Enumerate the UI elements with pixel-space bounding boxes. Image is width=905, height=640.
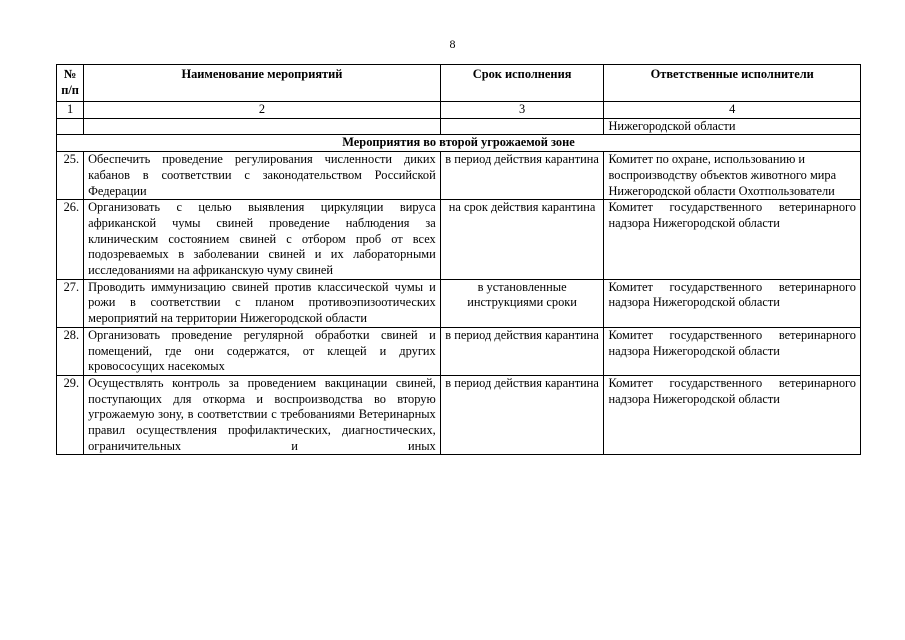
table-row — [57, 200, 861, 280]
row-action: Проводить иммунизацию свиней против классической чумы и рожи в соответствии с планом противоэпизоотических мероприятий на территории Нижегородской области — [84, 279, 441, 327]
row-action: Обеспечить проведение регулирования численности диких кабанов в соответствии с законодательством Российской Федерации — [84, 152, 441, 200]
row-responsible: Комитет государственного ветеринарного надзора Нижегородской области — [604, 200, 861, 280]
column-number-3: 3 — [440, 102, 604, 119]
row-deadline: в период действия карантина — [440, 327, 604, 375]
row-responsible: Комитет по охране, использованию и воспроизводству объектов животного мира Нижегородской области Охотпользователи — [604, 152, 861, 200]
row-responsible: Комитет государственного ветеринарного надзора Нижегородской области — [604, 327, 861, 375]
continuation-action — [84, 118, 441, 135]
table-row — [57, 327, 861, 375]
row-deadline: на срок действия карантина — [440, 200, 604, 280]
section-row — [57, 135, 861, 152]
column-number-2: 2 — [84, 102, 441, 119]
table-row — [57, 152, 861, 200]
row-responsible: Комитет государственного ветеринарного надзора Нижегородской области — [604, 279, 861, 327]
row-deadline: в период действия карантина — [440, 152, 604, 200]
row-number: 28. — [57, 327, 84, 375]
row-number: 26. — [57, 200, 84, 280]
row-number: 29. — [57, 375, 84, 455]
row-action: Организовать с целью выявления циркуляции вируса африканской чумы свиней проведение наблюдения за клиническим состоянием свиней с отбором проб от всех подозреваемых в заболевании свиней и их лабораторными исследованиями на африканскую чуму свиней — [84, 200, 441, 280]
row-responsible: Комитет государственного ветеринарного надзора Нижегородской области — [604, 375, 861, 455]
header-deadline: Срок исполнения — [440, 65, 604, 102]
continuation-responsible: Нижегородской области — [604, 118, 861, 135]
column-numbers-row — [57, 102, 861, 119]
column-number-4: 4 — [604, 102, 861, 119]
row-deadline: в установленные инструкциями сроки — [440, 279, 604, 327]
row-number: 25. — [57, 152, 84, 200]
page-number: 8 — [449, 37, 456, 51]
continuation-deadline — [440, 118, 604, 135]
row-deadline: в период действия карантина — [440, 375, 604, 455]
row-number: 27. — [57, 279, 84, 327]
section-title: Мероприятия во второй угрожаемой зоне — [57, 135, 861, 152]
table-row — [57, 279, 861, 327]
header-row — [57, 65, 861, 102]
header-action: Наименование мероприятий — [84, 65, 441, 102]
continuation-row — [57, 118, 861, 135]
measures-table — [56, 64, 861, 455]
header-number: № п/п — [57, 65, 84, 102]
column-number-1: 1 — [57, 102, 84, 119]
row-action: Организовать проведение регулярной обработки свиней и помещений, где они содержатся, от клещей и других кровососущих насекомых — [84, 327, 441, 375]
header-responsible: Ответственные исполнители — [604, 65, 861, 102]
table-row — [57, 375, 861, 455]
row-action: Осуществлять контроль за проведением вакцинации свиней, поступающих для откорма и воспроизводства во вторую угрожаемую зону, в соответствии с требованиями Ветеринарных правил осуществления профилактических, диагностических, ограничительных и иных — [84, 375, 441, 455]
continuation-number — [57, 118, 84, 135]
